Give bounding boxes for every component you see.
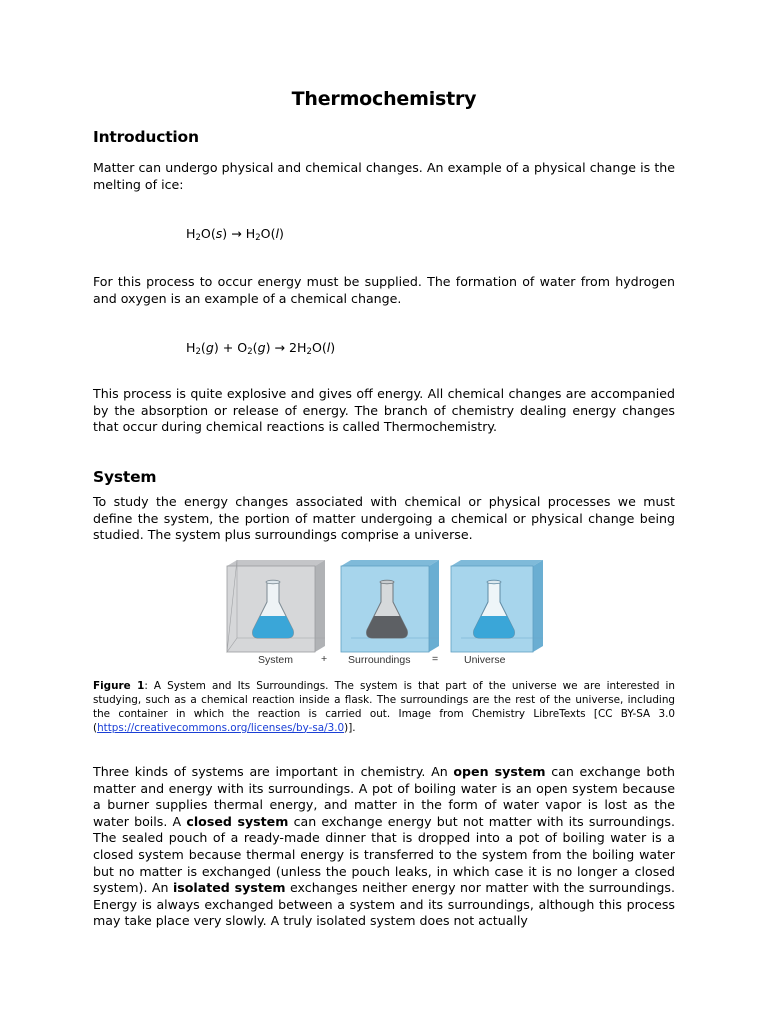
figure-label-universe: Universe	[464, 654, 506, 666]
system-paragraph-1: To study the energy changes associated with chemical or physical processes we must define the system, the portion of matter undergoing a chemical or physical change being studied. The system plus surroundings comprise a universe.	[93, 494, 675, 543]
figure-label-surroundings: Surroundings	[348, 654, 411, 666]
system-box	[227, 560, 325, 652]
term-open-system: open system	[453, 764, 546, 779]
figure-caption: Figure 1: A System and Its Surroundings. The system is that part of the universe we are interested in studying, such as a chemical reaction inside a flask. The surroundings are the rest of the universe, including the container in which the reaction is carried out. Image from Chemistry LibreTexts [CC BY-SA 3.0 (https://creativecommons.org/licenses/by-sa/3.0)].	[93, 680, 675, 734]
figure-label-plus: +	[321, 653, 328, 665]
figure-caption-label: Figure 1	[93, 680, 145, 692]
section-heading-system: System	[93, 468, 157, 486]
section-heading-introduction: Introduction	[93, 128, 199, 146]
system-paragraph-2: Three kinds of systems are important in chemistry. An open system can exchange both matter and energy with its surroundings. A pot of boiling water is an open system because a burner supplies thermal energy, and matter in the form of water vapor is lost as the water boils. A closed system can exchange energy but not matter with its surroundings. The sealed pouch of a ready-made dinner that is dropped into a pot of boiling water is a closed system because thermal energy is transferred to the system from the boiling water but no matter is exchanged (unless the pouch leaks, in which case it is no longer a closed system). An isolated system exchanges neither energy nor matter with the surroundings. Energy is always exchanged between a system and its surroundings, although this process may take place very slowly. A truly isolated system does not actually	[93, 764, 675, 929]
intro-paragraph-2: For this process to occur energy must be supplied. The formation of water from hydrogen and oxygen is an example of a chemical change.	[93, 274, 675, 306]
universe-box	[451, 560, 543, 652]
equation-water-formation: $H_2(g) + O_2(g) \to 2H_2O(l)$	[186, 340, 336, 357]
figure-system-surroundings-universe	[225, 558, 545, 674]
page-title: Thermochemistry	[291, 88, 477, 110]
surroundings-box	[341, 560, 439, 652]
figure-label-equals: =	[432, 653, 439, 665]
intro-paragraph-1: Matter can undergo physical and chemical changes. An example of a physical change is the melting of ice:	[93, 160, 675, 192]
term-closed-system: closed system	[186, 813, 289, 829]
intro-paragraph-3: This process is quite explosive and gives off energy. All chemical changes are accompanied by the absorption or release of energy. The branch of chemistry dealing energy changes that occur during chemical reactions is called Thermochemistry.	[93, 386, 675, 435]
figure-label-system: System	[258, 654, 294, 666]
equation-melting-ice: $H_2O(s) \to H_2O(l)$	[186, 226, 284, 243]
term-isolated-system: isolated system	[172, 880, 286, 896]
license-link[interactable]: https://creativecommons.org/licenses/by-sa/3.0	[97, 721, 345, 734]
